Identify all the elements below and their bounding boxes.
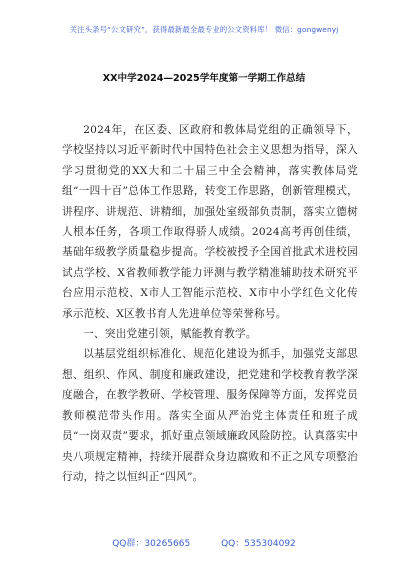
paragraph-intro: 2024年，在区委、区政府和教体局党组的正确领导下，学校坚持以习近平新时代中国特色社会主义思想为指导，深入学习贯彻党的XX大和二十届三中全会精神，落实教体局党组“一四十百”总体工作思路，转变工作思路，创新管理模式，讲程序、讲规范、讲精细，加强处室级部负责制，落实立德树人根本任务，各项工作取得骄人成绩。2024高考再创佳绩，基础年级教学质量稳步提高。学校被授予全国首批武术进校园试点学校、X省教师教学能力评测与教学精准辅助技术研究平台应用示范校、X市人工智能示范校、X市中小学红色文化传承示范校、X区教书育人先进单位等荣誉称号。 <box>62 124 358 320</box>
promo-header: 关注头条号“公文研究”，获得最新最全最专业的公文资料库！ 微信：gongwenyj <box>69 25 339 34</box>
document-body <box>62 120 358 487</box>
paragraph-party-building: 以基层党组织标准化、规范化建设为抓手，加强党支部思想、组织、作风、制度和廉政建设，把党建和学校教育教学深度融合，在教学教研、学校管理、服务保障等方面，发挥党员教师模范带头作用。落实全面从严治党主体责任和班子成员“一岗双责”要求，抓好重点领域廉政风险防控。认真落实中央八项规定精神，持续开展群众身边腐败和不正之风专项整治行动，持之以恒纠正“四风”。 <box>62 348 358 483</box>
qq-group: QQ群：30265665 <box>112 539 191 549</box>
qq-number: QQ：535304092 <box>221 539 296 549</box>
document-title: XX中学2024—2025学年度第一学期工作总结 <box>102 73 306 84</box>
section-heading-1: 一、突出党建引领，赋能教育教学。 <box>83 328 257 341</box>
contact-footer <box>0 536 408 549</box>
